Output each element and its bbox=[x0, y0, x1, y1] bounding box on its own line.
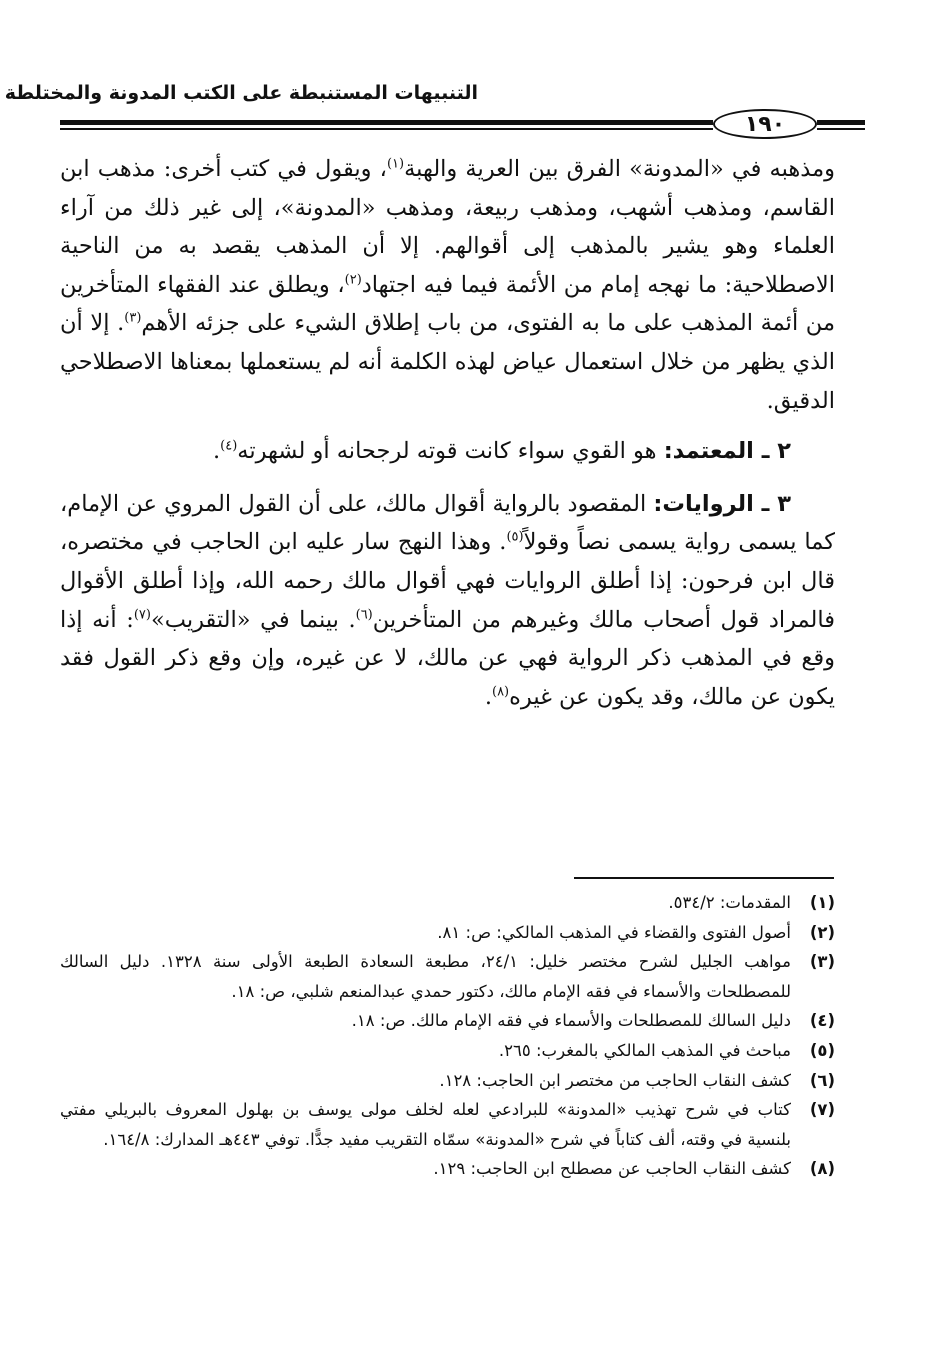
page-number-badge bbox=[713, 109, 817, 139]
footnote-text: كتاب في شرح تهذيب «المدونة» للبرادعي لعله لخلف مولى يوسف بن بهلول المعروف بالبريلي مفتي بلنسية في وقته، ألف كتاباً في شرح «المدونة» سمّاه التقريب مفيد جدًّا. توفي ٤٤٣هـ المدارك: ١٦٤/٨. bbox=[60, 1100, 791, 1149]
paragraph-riwayat: ٣ ـ الروايات: المقصود بالرواية أقوال مالك، على أن القول المروي عن الإمام، كما يسمى رواية يسمى نصاً وقولاً$^{(٥)}$. وهذا النهج سار عليه ابن الحاجب في مختصره، قال ابن فرحون: إذا أطلق الروايات فهي أقوال مالك رحمه الله، وإذا أطلق الأقوال فالمراد قول أصحاب مالك وغيرهم من المتأخرين$^{(٦)}$. بينما في «التقريب»$^{(٧)}$: أنه إذا وقع في المذهب ذكر الرواية فهي عن مالك، لا عن غيره، وإن وقع ذكر القول فقد يكون عن مالك، وقد يكون عن غيره$^{(٨)}$. bbox=[60, 490, 835, 710]
footnote-separator bbox=[574, 877, 834, 879]
footnote-number: (٢) bbox=[809, 922, 835, 942]
footnote-item bbox=[60, 1154, 835, 1184]
paragraph-mutamad: ٢ ـ المعتمد: هو القوي سواء كانت قوته لرجحانه أو لشهرته$^{(٤)}$. bbox=[212, 438, 791, 465]
header-rule-right-thin bbox=[817, 128, 865, 130]
footnote-number: (٧) bbox=[809, 1100, 835, 1120]
header-rule-thick bbox=[60, 120, 713, 125]
footnote-item bbox=[60, 888, 835, 918]
footnote-text: أصول الفتوى والقضاء في المذهب المالكي: ص: ٨١. bbox=[437, 922, 791, 942]
term-riwayat: ٣ ـ الروايات: bbox=[653, 490, 791, 517]
footnote-item bbox=[60, 1036, 835, 1066]
footnote-text: دليل السالك للمصطلحات والأسماء في فقه الإمام مالك. ص: ١٨. bbox=[351, 1011, 791, 1031]
footnote-ref: (٤) bbox=[220, 438, 238, 454]
footnote-number: (٦) bbox=[809, 1070, 835, 1090]
footnote-item bbox=[60, 918, 835, 948]
footnote-ref: (٢) bbox=[344, 272, 362, 288]
footnotes bbox=[60, 888, 835, 1184]
term-mutamad: ٢ ـ المعتمد: bbox=[663, 438, 791, 465]
footnote-text: كشف النقاب الحاجب من مختصر ابن الحاجب: ١٢٨. bbox=[439, 1070, 791, 1090]
footnote-item bbox=[60, 1066, 835, 1096]
paragraph-madhhab: ومذهبه في «المدونة» الفرق بين العرية والهبة$^{(١)}$، ويقول في كتب أخرى: مذهب ابن القاسم، ومذهب أشهب، ومذهب ربيعة، ومذهب «المدونة»، إلى غير ذلك من آراء العلماء وهو يشير بالمذهب إلى أقوالهم. إلا أن المذهب يقصد به من الناحية الاصطلاحية: ما نهجه إمام من الأئمة فيما فيه اجتهاد$^{(٢)}$، ويطلق عند الفقهاء المتأخرين من أئمة المذهب على ما به الفتوى، من باب إطلاق الشيء على جزئه الأهم$^{(٣)}$. إلا أن الذي يظهر من خلال استعمال عياض لهذه الكلمة أنه لم يستعملها بمعناها الاصطلاحي الدقيق. bbox=[60, 156, 836, 414]
footnote-number: (١) bbox=[809, 893, 835, 912]
footnote-item bbox=[60, 1006, 835, 1036]
footnote-text: كشف النقاب الحاجب عن مصطلح ابن الحاجب: ١٢٩. bbox=[433, 1159, 791, 1179]
footnote-item bbox=[60, 1095, 835, 1154]
page-number: ١٩٠ bbox=[744, 111, 786, 137]
footnote-ref: (٦) bbox=[355, 607, 373, 623]
footnote-text: مباحث في المذهب المالكي بالمغرب: ٢٦٥. bbox=[498, 1040, 791, 1060]
running-title: التنبيهات المستنبطة على الكتب المدونة والمختلطة bbox=[4, 82, 478, 104]
footnote-ref: (٥) bbox=[506, 529, 524, 545]
footnote-number: (٥) bbox=[809, 1040, 835, 1060]
footnote-number: (٣) bbox=[809, 952, 835, 972]
header-rule-thin bbox=[60, 128, 713, 130]
footnote-number: (٤) bbox=[809, 1011, 835, 1031]
footnote-ref: (٨) bbox=[491, 684, 510, 700]
footnote-ref: (١) bbox=[386, 156, 405, 172]
footnote-ref: (٧) bbox=[133, 607, 151, 623]
footnote-text: المقدمات: ٥٣٤/٢. bbox=[668, 893, 791, 912]
footnote-number: (٨) bbox=[809, 1159, 835, 1179]
footnote-item bbox=[60, 947, 835, 1006]
header-rule-right-thick bbox=[817, 120, 865, 125]
footnote-text: مواهب الجليل لشرح مختصر خليل: ٢٤/١، مطبعة السعادة الطبعة الأولى سنة ١٣٢٨. دليل السالك للمصطلحات والأسماء في فقه الإمام مالك، دكتور حمدي عبدالمنعم شلبي، ص: ١٨. bbox=[60, 952, 791, 1001]
footnote-ref: (٣) bbox=[124, 310, 142, 326]
main-text bbox=[60, 150, 835, 716]
